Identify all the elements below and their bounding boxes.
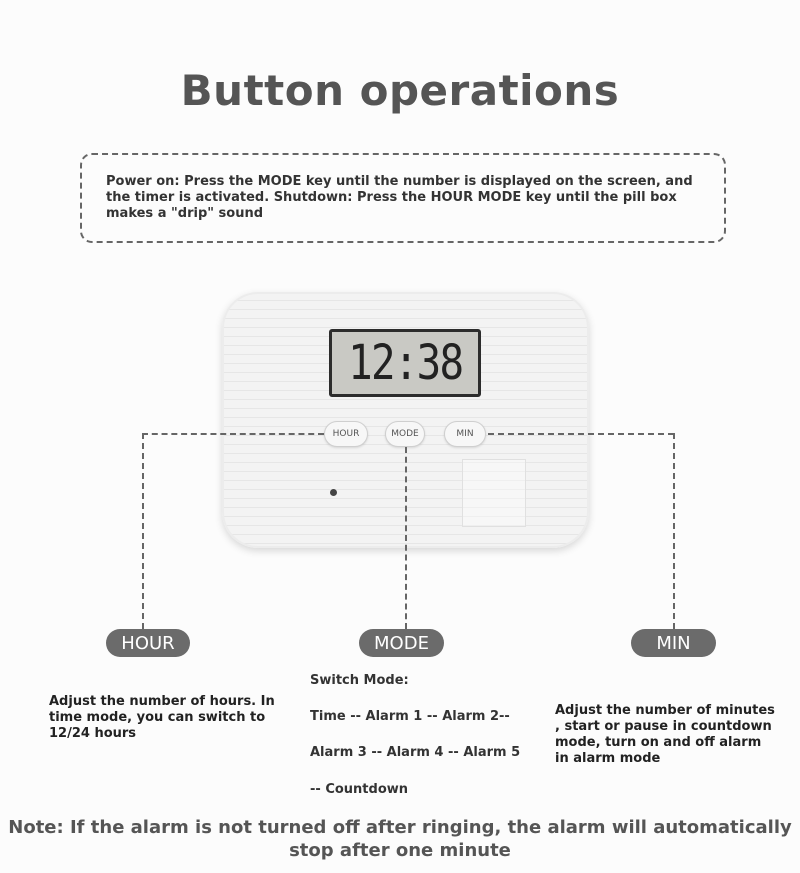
min-leader-vertical xyxy=(673,433,675,629)
footer-note: Note: If the alarm is not turned off after ringing, the alarm will automatically stop after one minute xyxy=(8,817,792,861)
lcd-time: 12:38 xyxy=(347,335,463,391)
hour-description: Adjust the number of hours. In time mode, you can switch to 12/24 hours xyxy=(49,694,275,741)
mode-sequence-line-1: Time -- Alarm 1 -- Alarm 2-- xyxy=(310,709,510,724)
mode-heading: Switch Mode: xyxy=(310,673,409,688)
min-leader-horizontal xyxy=(488,433,674,435)
power-info-text: Power on: Press the MODE key until the number is displayed on the screen, and the timer is activated. Shutdown: Press the HOUR MODE key until the pill box makes a "drip" sound xyxy=(106,174,693,221)
min-description: Adjust the number of minutes , start or pause in countdown mode, turn on and off alarm in alarm mode xyxy=(555,703,775,766)
mode-label: MODE xyxy=(359,629,444,657)
device-hour-button[interactable]: HOUR xyxy=(324,421,368,447)
hour-leader-horizontal xyxy=(142,433,324,435)
lcd-display xyxy=(329,329,481,397)
mode-leader-vertical xyxy=(405,447,407,629)
device-mode-button[interactable]: MODE xyxy=(385,421,425,447)
page-title: Button operations xyxy=(180,66,620,115)
hour-leader-vertical xyxy=(142,433,144,629)
indicator-light xyxy=(330,489,337,496)
pill-compartment xyxy=(462,459,526,527)
mode-sequence-line-3: -- Countdown xyxy=(310,782,409,797)
min-label: MIN xyxy=(631,629,716,657)
mode-sequence-line-2: Alarm 3 -- Alarm 4 -- Alarm 5 xyxy=(310,745,521,760)
device-min-button[interactable]: MIN xyxy=(444,421,486,447)
hour-label: HOUR xyxy=(106,629,190,657)
